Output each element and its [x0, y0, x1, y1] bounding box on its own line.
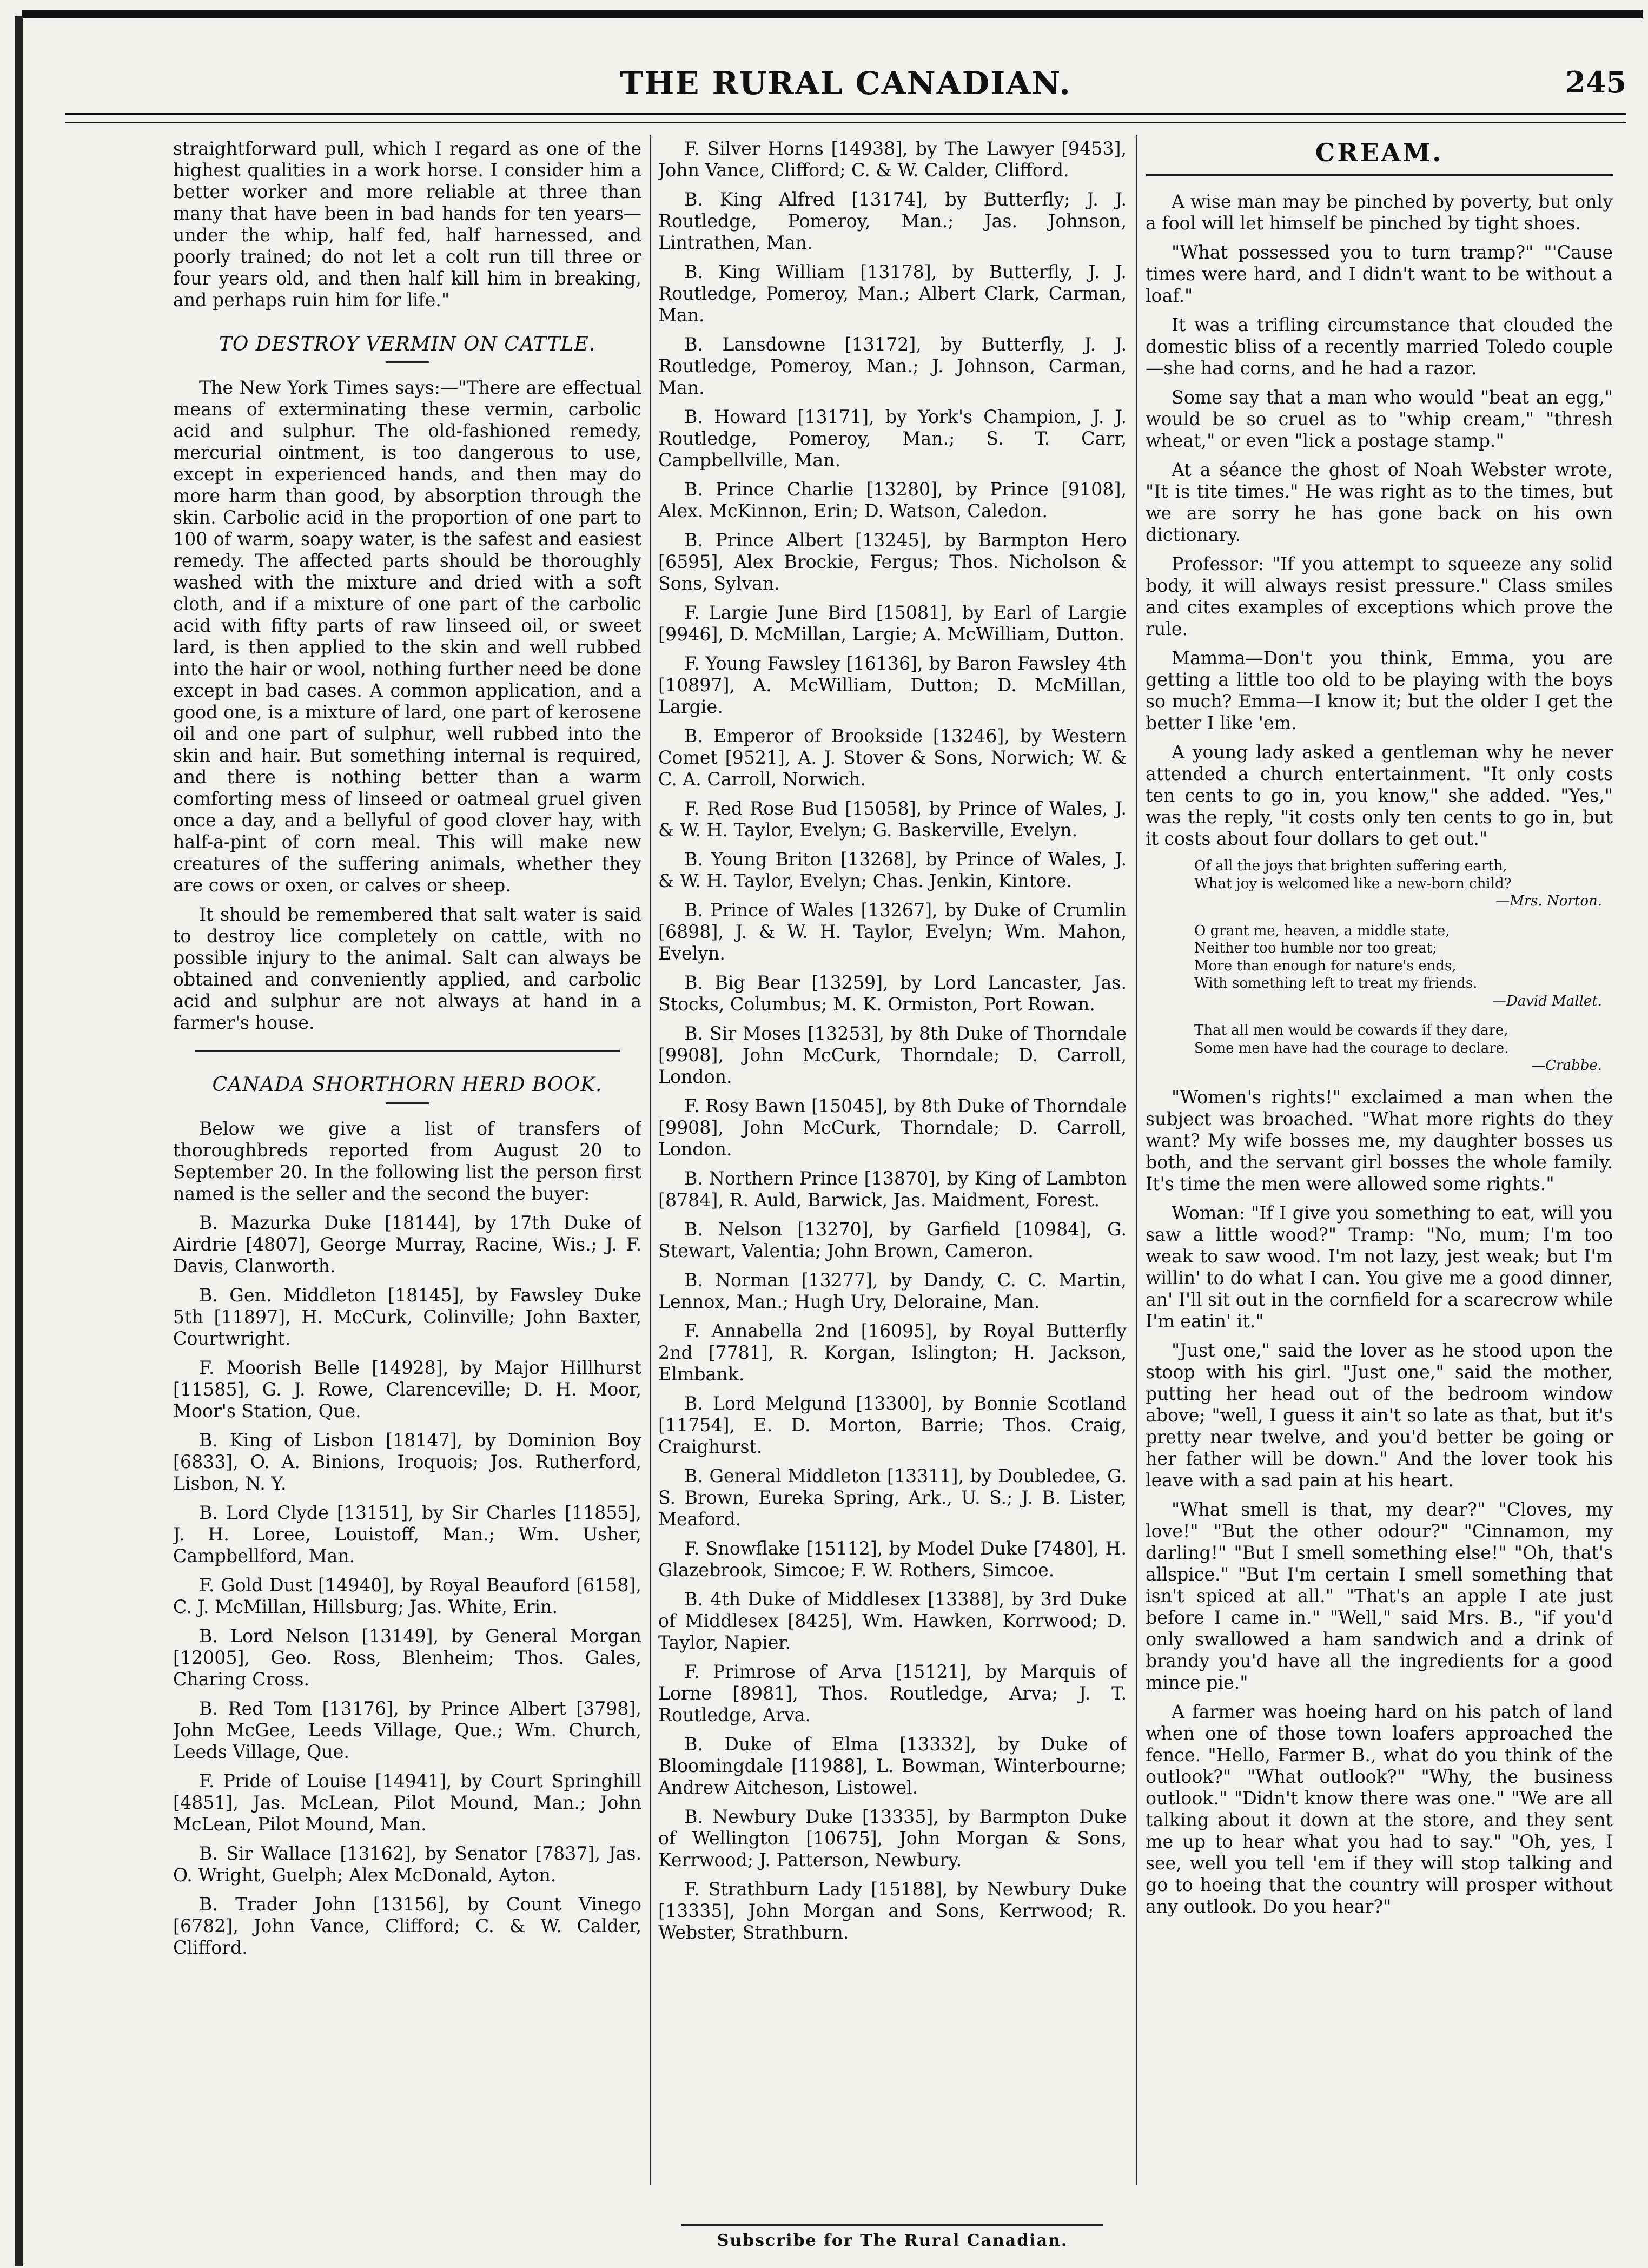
subscribe-footer: Subscribe for The Rural Canadian. — [717, 2231, 1068, 2250]
footer-rule — [681, 2224, 1103, 2226]
heading-rule — [386, 361, 429, 363]
herd-entry: F. Snowflake [15112], by Model Duke [7480], H. Glazebrook, Simcoe; F. W. Rothers, Simcoe. — [658, 1538, 1127, 1581]
column-3 — [1146, 138, 1613, 2204]
herd-entry: F. Largie June Bird [15081], by Earl of Largie [9946], D. McMillan, Largie; A. McWilliam, Dutton. — [658, 602, 1127, 645]
poem-line: With something left to treat my friends. — [1194, 975, 1478, 992]
herd-entry: B. Sir Moses [13253], by 8th Duke of Thorndale [9908], John McCurk, Thorndale; D. Carroll, London. — [658, 1023, 1127, 1087]
poem-attribution: —David Mallet. — [1492, 993, 1602, 1009]
poem-line: More than enough for nature's ends, — [1194, 957, 1457, 974]
joke-paragraph: Professor: "If you attempt to squeeze any solid body, it will always resist pressure." Class smiles and cites examples of exceptions which prove the rule. — [1146, 553, 1613, 640]
poem-attribution: —Mrs. Norton. — [1495, 893, 1602, 910]
herd-entry: B. Trader John [13156], by Count Vinego [6782], John Vance, Clifford; C. & W. Calder, Clifford. — [173, 1893, 641, 1958]
heading-rule — [386, 1102, 429, 1104]
newspaper-title: THE RURAL CANADIAN. — [620, 65, 1071, 102]
poem-line: Some men have had the courage to declare. — [1194, 1040, 1509, 1056]
herd-entry: F. Silver Horns [14938], by The Lawyer [9453], John Vance, Clifford; C. & W. Calder, Clifford. — [658, 138, 1127, 181]
joke-paragraph: "Women's rights!" exclaimed a man when the subject was broached. "What more rights do they want? My wife bosses me, my daughter bosses us both, and the servant girl bosses the whole family. It's time the men were allowed some rights." — [1146, 1086, 1613, 1194]
herd-book-intro: Below we give a list of transfers of thoroughbreds reported from August 20 to September 20. In the following list the person first named is the seller and the second the buyer: — [173, 1118, 641, 1204]
herd-entry: F. Pride of Louise [14941], by Court Springhill [4851], Jas. McLean, Pilot Mound, Man.; John McLean, Pilot Mound, Man. — [173, 1770, 641, 1835]
herd-entry: B. Sir Wallace [13162], by Senator [7837], Jas. O. Wright, Guelph; Alex McDonald, Ayton. — [173, 1842, 641, 1886]
poem-line: O grant me, heaven, a middle state, — [1194, 922, 1450, 939]
herd-entry: B. Gen. Middleton [18145], by Fawsley Duke 5th [11897], H. McCurk, Colinville; John Baxter, Courtwright. — [173, 1284, 641, 1349]
joke-paragraph: A farmer was hoeing hard on his patch of land when one of those town loafers approached the fence. "Hello, Farmer B., what do you think of the outlook?" "What outlook?" "Why, the business outlook." "Didn't know there was one." "We are all talking about it down at the store, and they sent me up to hear what you had to say." "Oh, yes, I see, well you tell 'em if they will stop talking and go to hoeing that the country will prosper without any outlook. Do you hear?" — [1146, 1701, 1613, 1917]
poem-quote — [1194, 857, 1613, 910]
herd-entry: B. Northern Prince [13870], by King of Lambton [8784], R. Auld, Barwick, Jas. Maidment, Forest. — [658, 1168, 1127, 1211]
herd-entry: B. Mazurka Duke [18144], by 17th Duke of Airdrie [4807], George Murray, Racine, Wis.; J. F. Davis, Clanworth. — [173, 1212, 641, 1277]
herd-entry: F. Red Rose Bud [15058], by Prince of Wales, J. & W. H. Taylor, Evelyn; G. Baskerville, Evelyn. — [658, 798, 1127, 841]
page-header — [65, 65, 1626, 103]
herd-entry: B. Prince of Wales [13267], by Duke of Crumlin [6898], J. & W. H. Taylor, Evelyn; Wm. Mahon, Evelyn. — [658, 900, 1127, 964]
herd-entry: F. Primrose of Arva [15121], by Marquis of Lorne [8981], Thos. Routledge, Arva; J. T. Routledge, Arva. — [658, 1661, 1127, 1725]
herd-entry: B. Young Briton [13268], by Prince of Wales, J. & W. H. Taylor, Evelyn; Chas. Jenkin, Kintore. — [658, 849, 1127, 891]
herd-entry: F. Strathburn Lady [15188], by Newbury Duke [13335], John Morgan and Sons, Kerrwood; R. Webster, Strathburn. — [658, 1879, 1127, 1943]
poem-line: Of all the joys that brighten suffering earth, — [1194, 858, 1507, 875]
herd-entry: B. Lord Clyde [13151], by Sir Charles [11855], J. H. Loree, Louistoff, Man.; Wm. Usher, Campbellford, Man. — [173, 1502, 641, 1566]
joke-paragraph: "What possessed you to turn tramp?" "'Cause times were hard, and I didn't want to be without a loaf." — [1146, 242, 1613, 307]
joke-paragraph: Woman: "If I give you something to eat, will you saw a little wood?" Tramp: "No, mum; I'm too weak to saw wood. I'm not lazy, jest weak; but I'm willin' to do what I can. You give me a good dinner, an' I'll sit out in the cornfield for a scarecrow while I'm eatin' it." — [1146, 1202, 1613, 1332]
herd-entry: B. Lansdowne [13172], by Butterfly, J. J. Routledge, Pomeroy, Man.; J. Johnson, Carman, Man. — [658, 334, 1127, 398]
herd-entry: B. Big Bear [13259], by Lord Lancaster, Jas. Stocks, Columbus; M. K. Ormiston, Port Rowan. — [658, 972, 1127, 1015]
joke-paragraph: A young lady asked a gentleman why he never attended a church entertainment. "It only costs ten cents to go in, you know," she added. "Yes," was the reply, "it costs only ten cents to go in, but it costs about four dollars to get out." — [1146, 742, 1613, 850]
herd-entry: B. King William [13178], by Butterfly, J. J. Routledge, Pomeroy, Man.; Albert Clark, Carman, Man. — [658, 261, 1127, 326]
herd-entry: B. Howard [13171], by York's Champion, J. J. Routledge, Pomeroy, Man.; S. T. Carr, Campbellville, Man. — [658, 406, 1127, 471]
herd-entry: B. King of Lisbon [18147], by Dominion Boy [6833], O. A. Binions, Iroquois; Jos. Rutherford, Lisbon, N. Y. — [173, 1429, 641, 1494]
herd-entry: B. Emperor of Brookside [13246], by Western Comet [9521], A. J. Stover & Sons, Norwich; W. & C. A. Carroll, Norwich. — [658, 725, 1127, 790]
vermin-paragraph: It should be remembered that salt water is said to destroy lice completely on cattle, with no possible injury to the animal. Salt can always be obtained and conveniently applied, and carbolic acid and sulphur are not always at hand in a farmer's house. — [173, 904, 641, 1034]
joke-paragraph: At a séance the ghost of Noah Webster wrote, "It is tite times." He was right as to the times, but we are sorry he has gone back on his own dictionary. — [1146, 459, 1613, 546]
herd-entry: B. Lord Nelson [13149], by General Morgan [12005], Geo. Ross, Blenheim; Thos. Gales, Charing Cross. — [173, 1625, 641, 1690]
joke-paragraph: "What smell is that, my dear?" "Cloves, my love!" "But the other odour?" "Cinnamon, my darling!" "But I smell something else!" "Oh, that's allspice." "But I'm certain I smell something that isn't spiced at all." "That's an apple I ate just before I came in." "Well," said Mrs. B., "if you'd only swallowed a ham sandwich and a drink of brandy you'd have all the ingredients for a good mince pie." — [1146, 1498, 1613, 1693]
column-1 — [173, 138, 641, 2204]
herd-entry: F. Moorish Belle [14928], by Major Hillhurst [11585], G. J. Rowe, Clarenceville; D. H. Moor, Moor's Station, Que. — [173, 1357, 641, 1421]
section-rule — [195, 1050, 620, 1052]
herd-entry: B. 4th Duke of Middlesex [13388], by 3rd Duke of Middlesex [8425], Wm. Hawken, Korrwood; D. Taylor, Napier. — [658, 1589, 1127, 1653]
poem-attribution: —Crabbe. — [1531, 1057, 1602, 1074]
cream-heading: CREAM. — [1315, 138, 1444, 167]
vermin-paragraph: The New York Times says:—"There are effectual means of exterminating these vermin, carbolic acid and sulphur. The old-fashioned remedy, mercurial ointment, is too dangerous to use, except in experienced hands, and then may do more harm than good, by absorption through the skin. Carbolic acid in the proportion of one part to 100 of warm, soapy water, is the safest and easiest remedy. The affected parts should be thoroughly washed with the mixture and dried with a soft cloth, and if a mixture of one part of the carbolic acid with fifty parts of raw linseed oil, or sweet lard, is then applied to the skin and well rubbed into the hair or wool, nothing further need be done except in bad cases. A common application, and a good one, is a mixture of lard, one part of kerosene oil and one part of sulphur, well rubbed into the skin and hair. But something internal is required, and there is nothing better than a warm comforting mess of linseed or oatmeal gruel given once a day, and a bellyful of good clover hay, with half-a-pint of corn meal. This will make new creatures of the suffering animals, whether they are cows or oxen, or calves or sheep. — [173, 377, 641, 896]
herd-entry: B. Prince Albert [13245], by Barmpton Hero [6595], Alex Brockie, Fergus; Thos. Nicholson & Sons, Sylvan. — [658, 530, 1127, 594]
joke-paragraph: Some say that a man who would "beat an egg," would be so cruel as to "whip cream," "thresh wheat," or even "lick a postage stamp." — [1146, 387, 1613, 452]
herd-entry: F. Young Fawsley [16136], by Baron Fawsley 4th [10897], A. McWilliam, Dutton; D. McMillan, Largie. — [658, 653, 1127, 717]
herd-entry: B. Lord Melgund [13300], by Bonnie Scotland [11754], E. D. Morton, Barrie; Thos. Craig, Craighurst. — [658, 1393, 1127, 1457]
heading-rule — [1146, 174, 1613, 176]
herd-entry: F. Annabella 2nd [16095], by Royal Butterfly 2nd [7781], R. Korgan, Islington; H. Jackson, Elmbank. — [658, 1320, 1127, 1385]
herd-entry: B. Norman [13277], by Dandy, C. C. Martin, Lennox, Man.; Hugh Ury, Deloraine, Man. — [658, 1269, 1127, 1312]
column-2 — [658, 138, 1127, 2204]
herd-entry: B. King Alfred [13174], by Butterfly; J. J. Routledge, Pomeroy, Man.; Jas. Johnson, Lintrathen, Man. — [658, 189, 1127, 253]
joke-paragraph: A wise man may be pinched by poverty, but only a fool will let himself be pinched by tight shoes. — [1146, 191, 1613, 234]
poem-quote — [1194, 922, 1613, 1010]
joke-paragraph: It was a trifling circumstance that clouded the domestic bliss of a recently married Toledo couple —she had corns, and he had a razor. — [1146, 314, 1613, 379]
top-border-rule — [22, 10, 1643, 18]
header-rule — [65, 113, 1626, 123]
joke-paragraph: "Just one," said the lover as he stood upon the stoop with his girl. "Just one," said the mother, putting her head out of the bedroom window above; "well, I guess it ain't so late as that, but it's pretty near twelve, and you'd better be going or her father will be down." And the lover took his leave with a sad pain at his heart. — [1146, 1339, 1613, 1491]
poem-quote — [1194, 1022, 1613, 1075]
herd-entry: B. Nelson [13270], by Garfield [10984], G. Stewart, Valentia; John Brown, Cameron. — [658, 1219, 1127, 1261]
article-continuation: straightforward pull, which I regard as one of the highest qualities in a work horse. I consider him a better worker and more reliable at three than many that have been in bad hands for ten years—under the whip, half fed, half harnessed, and poorly trained; do not let a colt run till three or four years old, and then half kill him in breaking, and perhaps ruin him for life." — [173, 138, 641, 310]
poem-line: Neither too humble nor too great; — [1194, 940, 1437, 957]
vermin-heading: TO DESTROY VERMIN ON CATTLE. — [219, 333, 596, 355]
herd-entry: F. Gold Dust [14940], by Royal Beauford [6158], C. J. McMillan, Hillsburg; Jas. White, Erin. — [173, 1574, 641, 1617]
herd-entry: F. Rosy Bawn [15045], by 8th Duke of Thorndale [9908], John McCurk, Thorndale; D. Carroll, London. — [658, 1095, 1127, 1160]
page-number: 245 — [1565, 65, 1626, 100]
herd-book-heading: CANADA SHORTHORN HERD BOOK. — [212, 1074, 603, 1096]
column-divider-1 — [650, 135, 651, 2185]
joke-paragraph: Mamma—Don't you think, Emma, you are getting a little too old to be playing with the boys so much? Emma—I know it; but the older I get the better I like 'em. — [1146, 647, 1613, 734]
binding-edge — [15, 16, 23, 2266]
herd-entry: B. Prince Charlie [13280], by Prince [9108], Alex. McKinnon, Erin; D. Watson, Caledon. — [658, 479, 1127, 521]
herd-entry: B. Red Tom [13176], by Prince Albert [3798], John McGee, Leeds Village, Que.; Wm. Church, Leeds Village, Que. — [173, 1697, 641, 1762]
herd-entry: B. Duke of Elma [13332], by Duke of Bloomingdale [11988], L. Bowman, Winterbourne; Andrew Aitcheson, Listowel. — [658, 1734, 1127, 1798]
herd-entry: B. Newbury Duke [13335], by Barmpton Duke of Wellington [10675], John Morgan & Sons, Kerrwood; J. Patterson, Newbury. — [658, 1806, 1127, 1870]
poem-line: That all men would be cowards if they dare, — [1194, 1022, 1508, 1039]
column-divider-2 — [1136, 135, 1137, 2185]
poem-line: What joy is welcomed like a new-born child? — [1194, 875, 1512, 892]
herd-entry: B. General Middleton [13311], by Doubledee, G. S. Brown, Eureka Spring, Ark., U. S.; J. B. Lister, Meaford. — [658, 1465, 1127, 1530]
